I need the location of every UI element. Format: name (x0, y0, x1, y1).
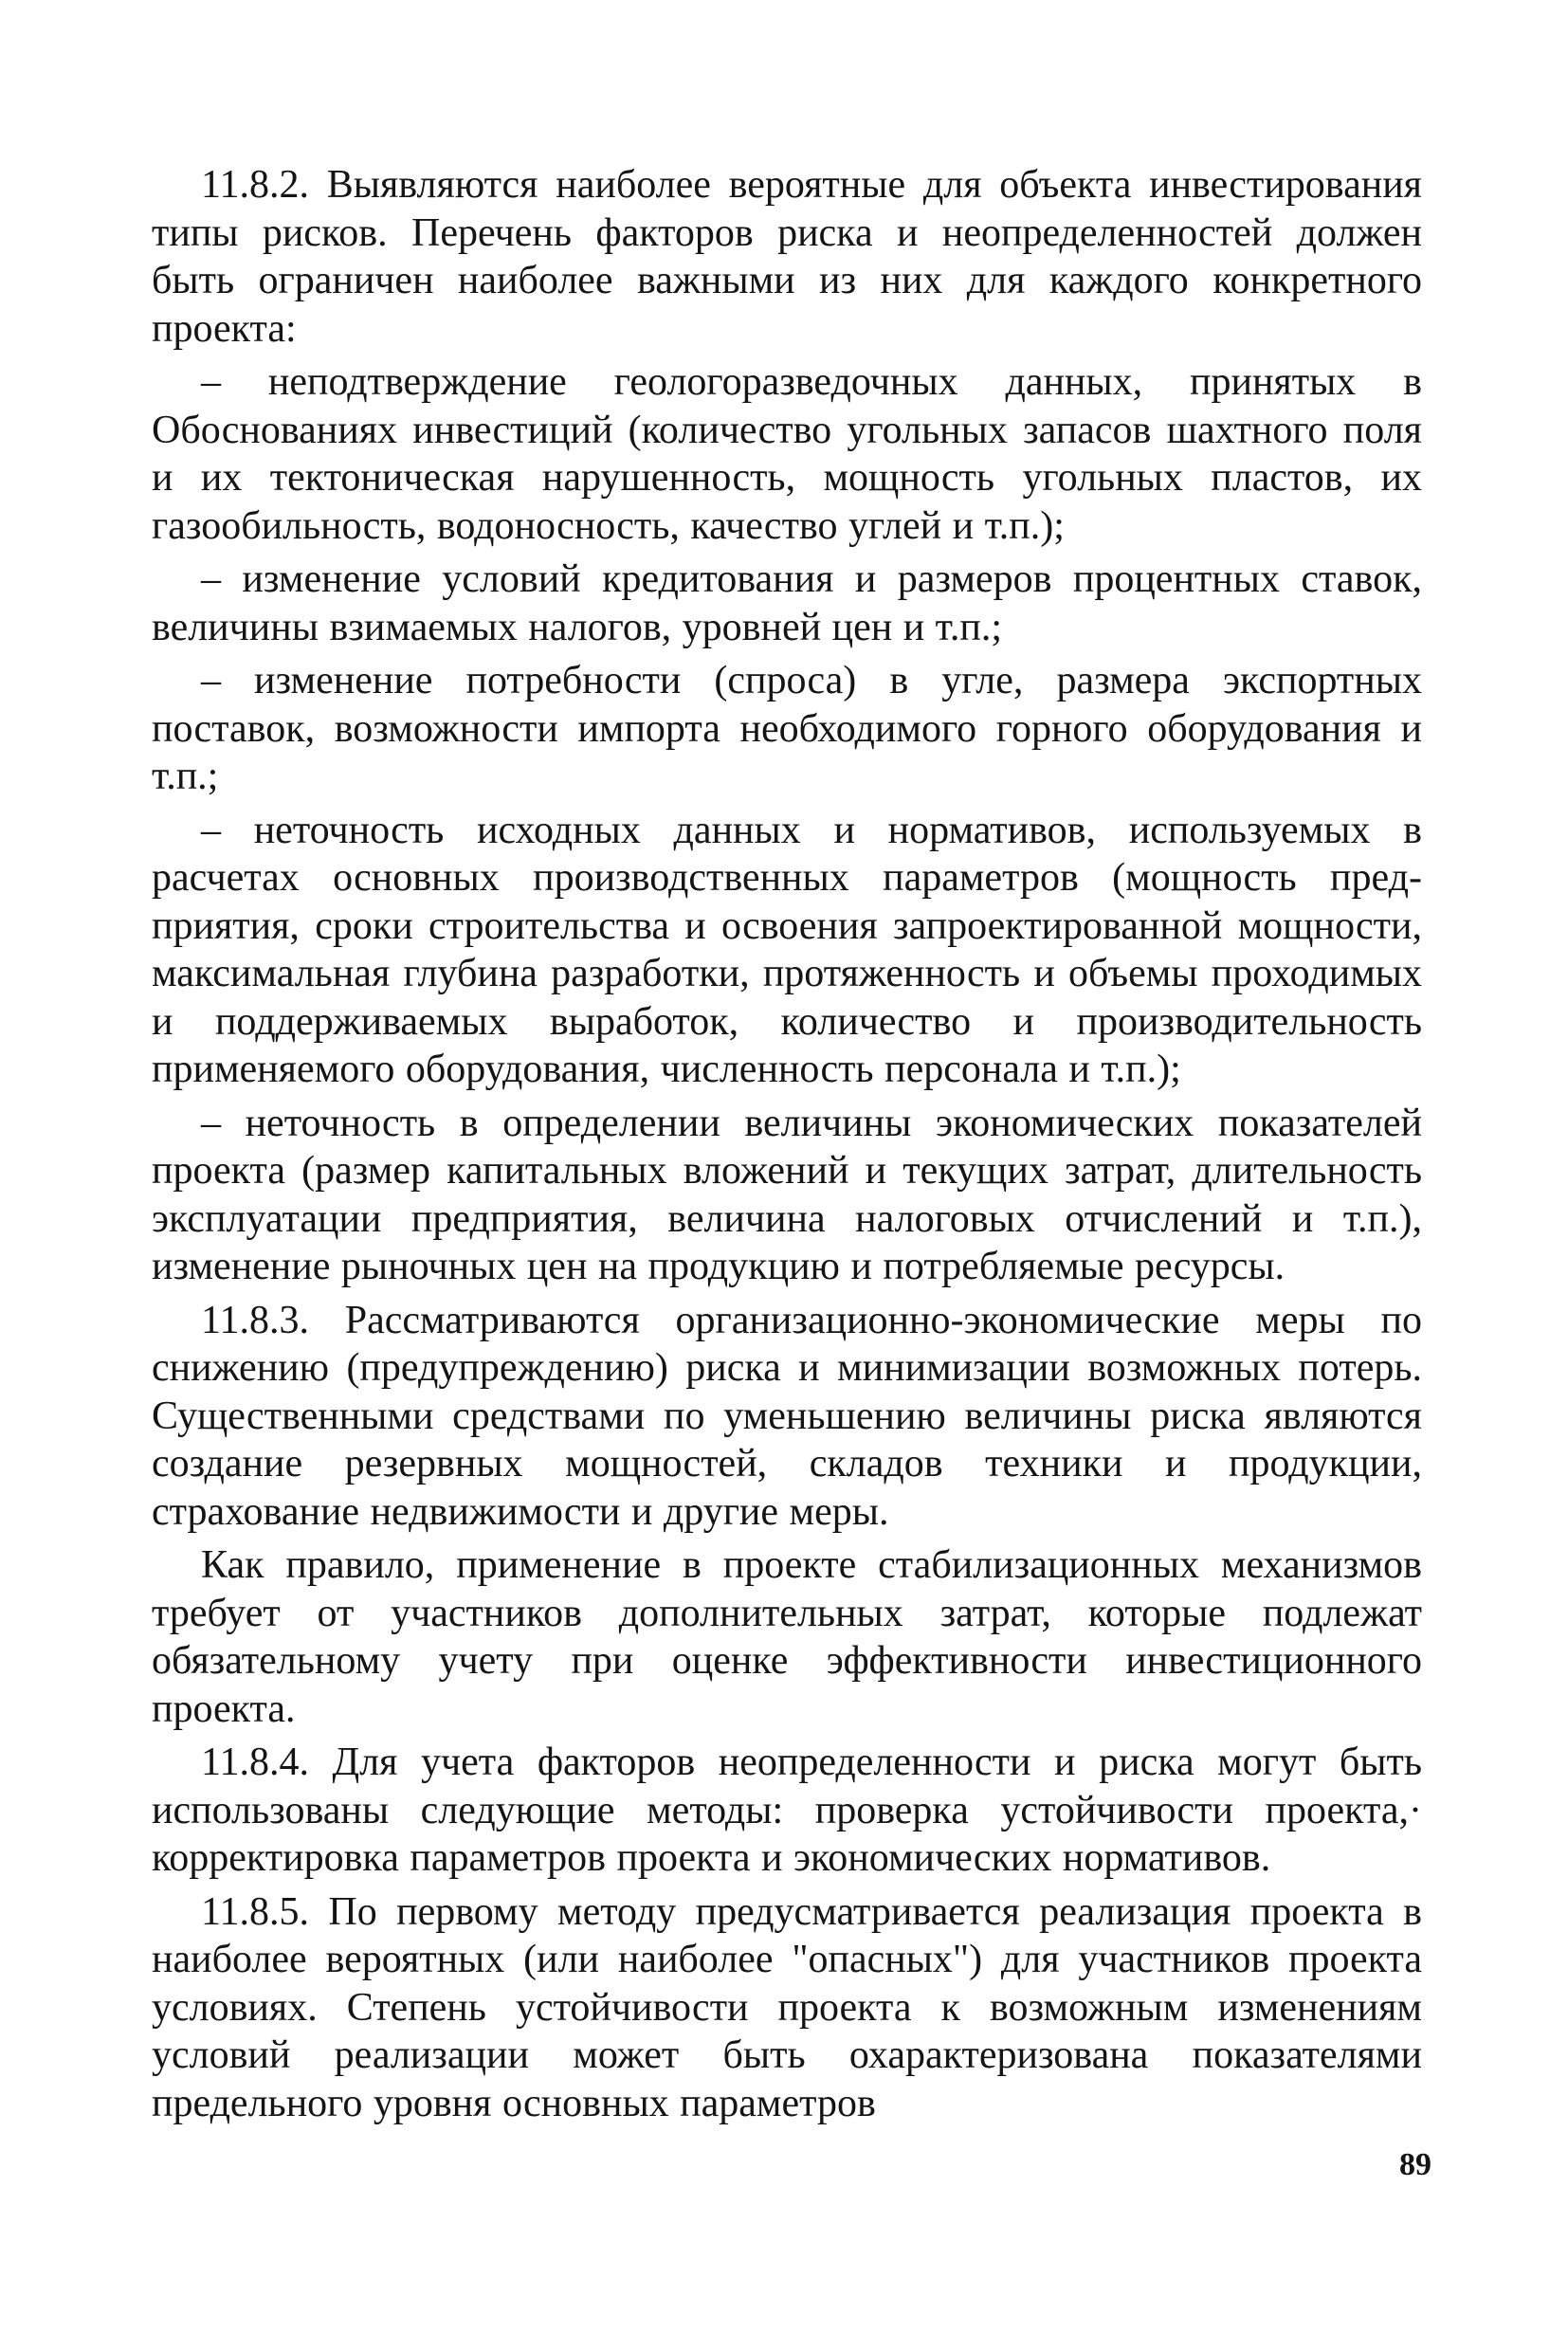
paragraph-credit-risk: – изменение условий кредитования и размеров процентных ставок, величины взимаемых налогов, уровней цен и т.п.; (152, 557, 1422, 649)
paragraph-data-accuracy-risk: – неточность исходных данных и нормативов, используемых в расчетах основных производственных параметров (мощность предприятия, сроки строительства и освоения запроектированной мощности, максимальная глубина разработки, протяженность и объемы проходимых и поддерживаемых выработок, количество и производительность применяемого оборудования, численность персонала и т.п.); (152, 808, 1422, 1091)
paragraph-11-8-3: 11.8.3. Рассматриваются организационно-экономические меры по снижению (предупреждению) риска и минимизации возможных потерь. Существенными средствами по уменьшению величины риска являются создание резервных мощностей, складов техники и продукции, страхование недвижимости и другие меры. (152, 1298, 1422, 1534)
paragraph-11-8-4: 11.8.4. Для учета факторов неопределенности и риска могут быть использованы следующие методы: проверка устойчивости проекта,· корректировка параметров проекта и экономических нормативов. (152, 1740, 1422, 1880)
body-text (152, 161, 1422, 2133)
paragraph-11-8-2: 11.8.2. Выявляются наиболее вероятные для объекта инвестирования типы рисков. Перечень факторов риска и неопределенностей должен быть ограничен наиболее важными из них для каждого конкретного проекта: (152, 163, 1422, 351)
paragraph-demand-risk: – изменение потребности (спроса) в угле, размера экспортных поставок, возможности импорта необходимого горного оборудования и т.п.; (152, 659, 1422, 798)
page-number: 89 (1399, 2147, 1431, 2182)
paragraph-economic-indicators-risk: – неточность в определении величины экономических показателей проекта (размер капитальных вложений и текущих затрат, длительность эксплуатации предприятия, величина налоговых отчислений и т.п.), изменение рыночных цен на продукцию и потребляемые ресурсы. (152, 1101, 1422, 1288)
paragraph-11-8-5: 11.8.5. По первому методу предусматривается реализация проекта в наиболее вероятных (или наиболее "опасных") для участников проекта условиях. Степень устойчивости проекта к возможным изменениям условий реализации может быть охарактеризована показателями предельного уровня основных параметров (152, 1889, 1422, 2125)
paragraph-geology-risk: – неподтверждение геологоразведочных данных, принятых в Обоснованиях инвестиций (количество угольных запасов шахтного поля и их тектоническая нарушенность, мощность угольных пластов, их газообильность, водоносность, качество углей и т.п.); (152, 360, 1422, 548)
paragraph-stabilization: Как правило, применение в проекте стабилизационных механизмов требует от участников дополнительных затрат, которые подлежат обязательному учету при оценке эффективности инвестиционного проекта. (152, 1543, 1422, 1731)
